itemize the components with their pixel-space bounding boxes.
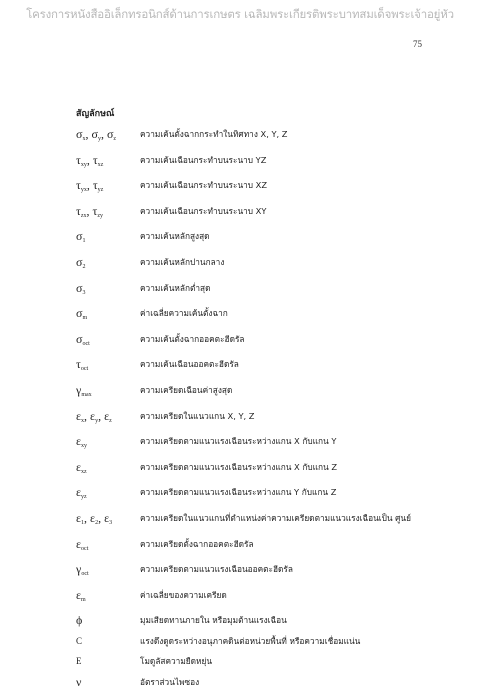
symbol-description: ความเครียดในแนวแกนที่ตำแหน่งค่าความเครียดตามแนวแรงเฉือนเป็น ศูนย์ [140,512,411,523]
symbol-description: ความเครียดในแนวแกน X, Y, Z [140,410,255,421]
symbol-row [76,408,446,429]
symbol-row [76,305,446,326]
symbol: $\gamma_{oct}$ [76,562,89,578]
symbol: $\varepsilon_{yz}$ [76,485,87,501]
symbol-description: ความเค้นหลักสูงสุด [140,231,210,242]
symbol-row [76,254,446,275]
symbol-row [76,484,446,505]
symbol-description: ความเค้นตั้งฉากกระทำในทิศทาง X, Y, Z [140,129,288,139]
symbol-description: ความเค้นเฉือนออคตะฮีดรัล [140,359,239,370]
symbol-row [76,126,446,147]
symbol-description: โมดูลัสความยืดหยุ่น [140,656,213,667]
symbol-description: ค่าเฉลี่ยของความเครียด [140,589,227,600]
symbol: $\varepsilon_{xy}$ [76,434,88,450]
symbol: $\varepsilon_{xz}$ [76,459,87,475]
symbol-row [76,510,446,531]
symbol: $\tau_{zx}$, $\tau_{zy}$ [76,203,103,219]
symbol-row [76,674,446,690]
symbol: $\sigma_1$ [76,229,86,245]
symbol: $\tau_{xy}$, $\tau_{xz}$ [76,152,104,168]
symbol-description: ความเครียดตามแนวแรงเฉือนระหว่างแกน Y กับแกน Z [140,487,337,498]
symbol: $\varepsilon_m$ [76,587,86,603]
symbol-description: ความเค้นเฉือนกระทำบนระนาบ YZ [140,154,267,165]
symbol-row [76,536,446,557]
symbol-description: ความเครียดตั้งฉากออคตะฮีดรัล [140,538,254,549]
symbol-row [76,561,446,582]
symbol: $\sigma_3$ [76,280,86,296]
symbol-row [76,633,446,649]
symbol-row [76,280,446,301]
symbol-description: ความเค้นตั้งฉากออคตะฮีดรัล [140,333,245,344]
symbol-description: ความเครียดตามแนวแรงเฉือนออคตะฮีดรัล [140,564,293,575]
symbol: $\sigma_{oct}$ [76,331,90,347]
symbol-row [76,203,446,224]
symbol-description: ความเครียดตามแนวแรงเฉือนระหว่างแกน X กับแกน Y [140,436,337,447]
symbol: $\tau_{yx}$, $\tau_{yz}$ [76,178,104,194]
symbol-description: มุมเสียดทานภายใน หรือมุมต้านแรงเฉือน [140,615,287,626]
symbol: E [76,656,82,667]
symbol: $\sigma_x$, $\sigma_y$, $\sigma_z$ [76,127,117,142]
section-title: สัญลักษณ์ [76,109,115,119]
symbol-row [76,228,446,249]
symbol: $\sigma_2$ [76,254,86,270]
symbol-row [76,612,446,628]
symbol-row [76,433,446,454]
symbol-description: ความเค้นหลักปานกลาง [140,256,225,267]
symbol-row [76,587,446,608]
symbol-row [76,356,446,377]
symbol-description: ความเค้นหลักต่ำสุด [140,282,211,293]
symbol-row [76,331,446,352]
page-number: 75 [413,39,422,49]
symbol-description: แรงดึงดูดระหว่างอนุภาคดินต่อหน่วยพื้นที่ หรือความเชื่อมแน่น [140,635,361,646]
symbol-row [76,177,446,198]
symbol: $\gamma_{max}$ [76,382,92,398]
symbol-row [76,382,446,403]
symbol-row [76,152,446,173]
symbol: $\varepsilon_x$, $\varepsilon_y$, $\varepsilon_z$ [76,408,112,424]
symbol: C [76,635,83,646]
symbol-list [76,126,446,690]
symbol: $\varepsilon_{oct}$ [76,536,89,552]
symbol: $\varepsilon_1$, $\varepsilon_2$, $\varepsilon_3$ [76,510,113,526]
page-header: โครงการหนังสืออิเล็กทรอนิกส์ด้านการเกษตร เฉลิมพระเกียรติพระบาทสมเด็จพระเจ้าอยู่หัว [26,7,454,21]
symbol-description: อัตราส่วนไพซอง [140,677,200,688]
symbol-row [76,653,446,669]
symbol-description: ความเค้นเฉือนกระทำบนระนาบ XZ [140,180,268,191]
symbol-description: ความเค้นเฉือนกระทำบนระนาบ XY [140,205,267,216]
symbol-description: ความเครียดตามแนวแรงเฉือนระหว่างแกน X กับแกน Z [140,461,338,472]
symbol: ϕ [76,613,83,628]
symbol: $\tau_{oct}$ [76,357,89,373]
symbol-description: ค่าเฉลี่ยความเค้นตั้งฉาก [140,308,228,319]
symbol-description: ความเครียดเฉือนค่าสูงสุด [140,384,233,395]
symbol: $\sigma_m$ [76,306,88,322]
symbol-row [76,459,446,480]
symbol: ν [76,675,82,690]
